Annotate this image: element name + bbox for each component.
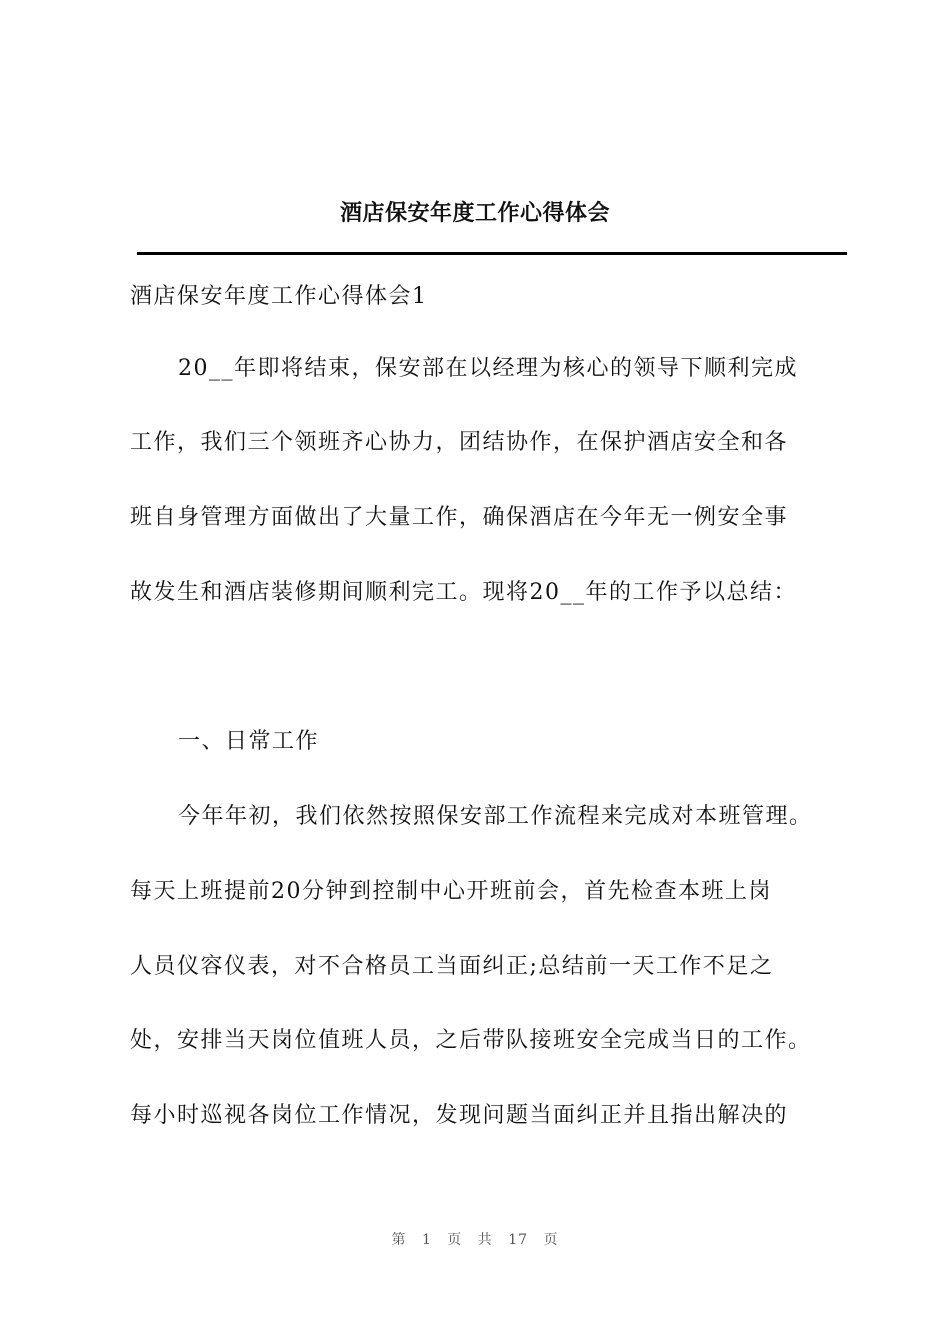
paragraph-line: 每小时巡视各岗位工作情况，发现问题当面纠正并且指出解决的	[130, 1103, 789, 1128]
title-divider	[137, 252, 847, 255]
paragraph-line: 班自身管理方面做出了大量工作，确保酒店在今年无一例安全事	[130, 505, 789, 530]
paragraph-line: 20__年即将结束，保安部在以经理为核心的领导下顺利完成	[178, 356, 798, 381]
page-title: 酒店保安年度工作心得体会	[339, 200, 610, 226]
paragraph-line: 今年年初，我们依然按照保安部工作流程来完成对本班管理。	[178, 804, 813, 829]
document-subtitle: 酒店保安年度工作心得体会1	[130, 284, 428, 309]
page-footer: 第 1 页 共 17 页	[391, 1232, 559, 1248]
paragraph-line: 故发生和酒店装修期间顺利完工。现将20__年的工作予以总结：	[130, 580, 797, 605]
paragraph-line: 工作，我们三个领班齐心协力，团结协作，在保护酒店安全和各	[130, 430, 789, 455]
paragraph-line: 处，安排当天岗位值班人员，之后带队接班安全完成当日的工作。	[130, 1028, 812, 1053]
section-heading: 一、日常工作	[178, 729, 320, 754]
paragraph-line: 每天上班提前20分钟到控制中心开班前会，首先检查本班上岗	[130, 879, 772, 904]
paragraph-line: 人员仪容仪表，对不合格员工当面纠正;总结前一天工作不足之	[130, 954, 774, 979]
